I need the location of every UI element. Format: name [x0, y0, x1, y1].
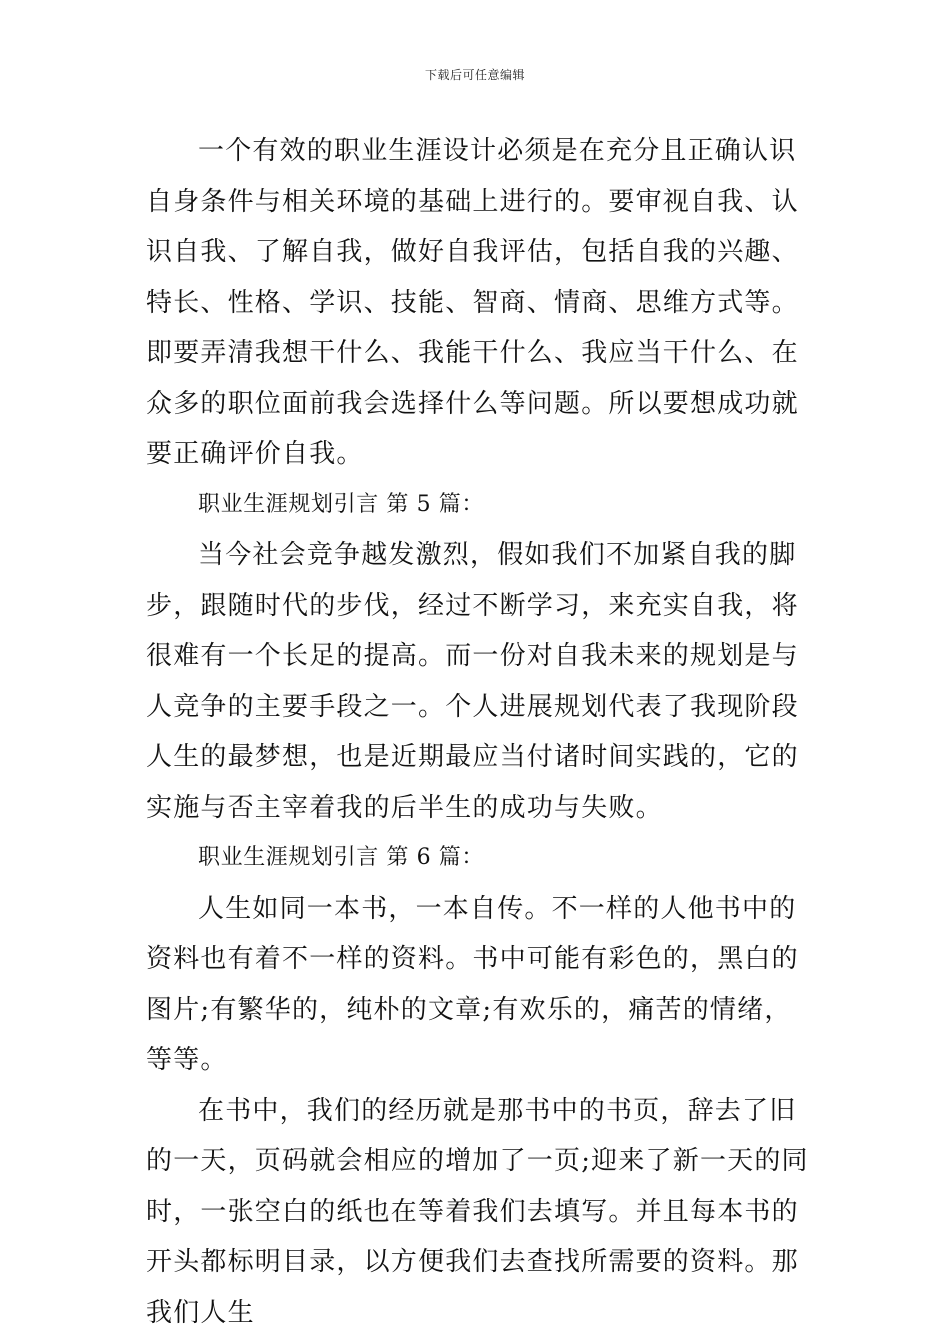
document-body: [146, 126, 816, 1338]
paragraph-life-book: 人生如同一本书，一本自传。不一样的人他书中的资料也有着不一样的资料。书中可能有彩色的，黑白的图片;有繁华的，纯朴的文章;有欢乐的，痛苦的情绪，等等。: [146, 893, 799, 1075]
paragraph-competition: 当今社会竞争越发激烈，假如我们不加紧自我的脚步，跟随时代的步伐，经过不断学习，来充实自我，将很难有一个长足的提高。而一份对自我未来的规划是与人竞争的主要手段之一。个人进展规划代表了我现阶段人生的最梦想，也是近期最应当付诸时间实践的，它的实施与否主宰着我的后半生的成功与失败。: [146, 540, 799, 823]
paragraph-self-assessment: 一个有效的职业生涯设计必须是在充分且正确认识自身条件与相关环境的基础上进行的。要审视自我、认识自我、了解自我，做好自我评估，包括自我的兴趣、特长、性格、学识、技能、智商、情商、思维方式等。即要弄清我想干什么、我能干什么、我应当干什么、在众多的职位面前我会选择什么等问题。所以要想成功就要正确评价自我。: [146, 136, 799, 469]
header-note: 下载后可任意编辑: [424, 68, 525, 82]
section-heading-6: 职业生涯规划引言 第 6 篇：: [198, 845, 484, 870]
paragraph-book-pages: 在书中，我们的经历就是那书中的书页，辞去了旧的一天，页码就会相应的增加了一页;迎来了新一天的同时，一张空白的纸也在等着我们去填写。并且每本书的开头都标明目录，以方便我们去查找所需要的资料。那我们人生: [146, 1095, 809, 1328]
section-heading-5: 职业生涯规划引言 第 5 篇：: [198, 491, 484, 517]
